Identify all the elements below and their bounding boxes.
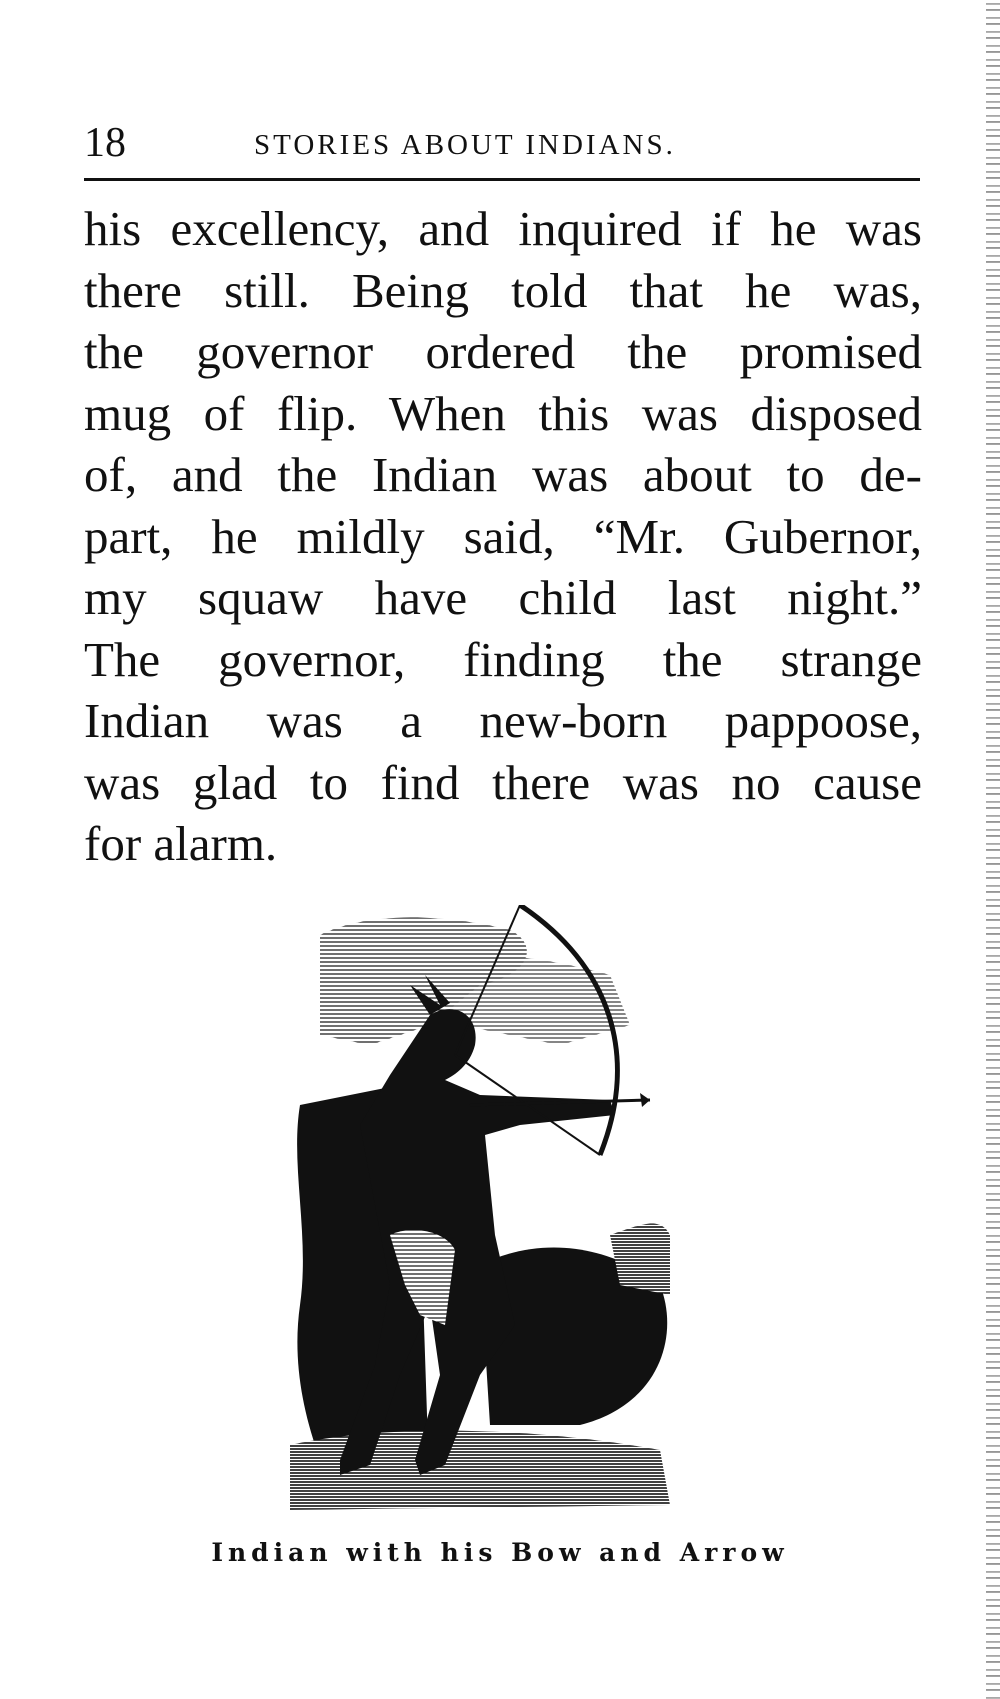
body-paragraph <box>84 198 922 875</box>
text-line: Indian was a new-born pappoose, <box>84 693 922 748</box>
woodcut-illustration <box>280 905 720 1525</box>
text-line: my squaw have child last night.” <box>84 570 922 625</box>
text-line: his excellency, and inquired if he was <box>84 201 922 256</box>
text-line: of, and the Indian was about to de- <box>84 447 922 502</box>
text-line: the governor ordered the promised <box>84 324 922 379</box>
text-line: The governor, finding the strange <box>84 631 922 687</box>
text-line: mug of flip. When this was disposed <box>84 385 922 441</box>
text-line: for alarm. <box>84 816 278 871</box>
text-line: part, he mildly said, “Mr. Gubernor, <box>84 508 922 564</box>
header-rule <box>84 178 920 181</box>
running-title: STORIES ABOUT INDIANS. <box>254 129 676 161</box>
figure-caption: Indian with his Bow and Arrow <box>211 1538 789 1567</box>
text-line: was glad to find there was no cause <box>84 754 922 810</box>
page-edge-shading <box>986 0 1000 1699</box>
text-line: there still. Being told that he was, <box>84 262 922 318</box>
page-number: 18 <box>84 120 126 166</box>
running-head <box>84 120 918 170</box>
archer-engraving <box>280 905 720 1525</box>
